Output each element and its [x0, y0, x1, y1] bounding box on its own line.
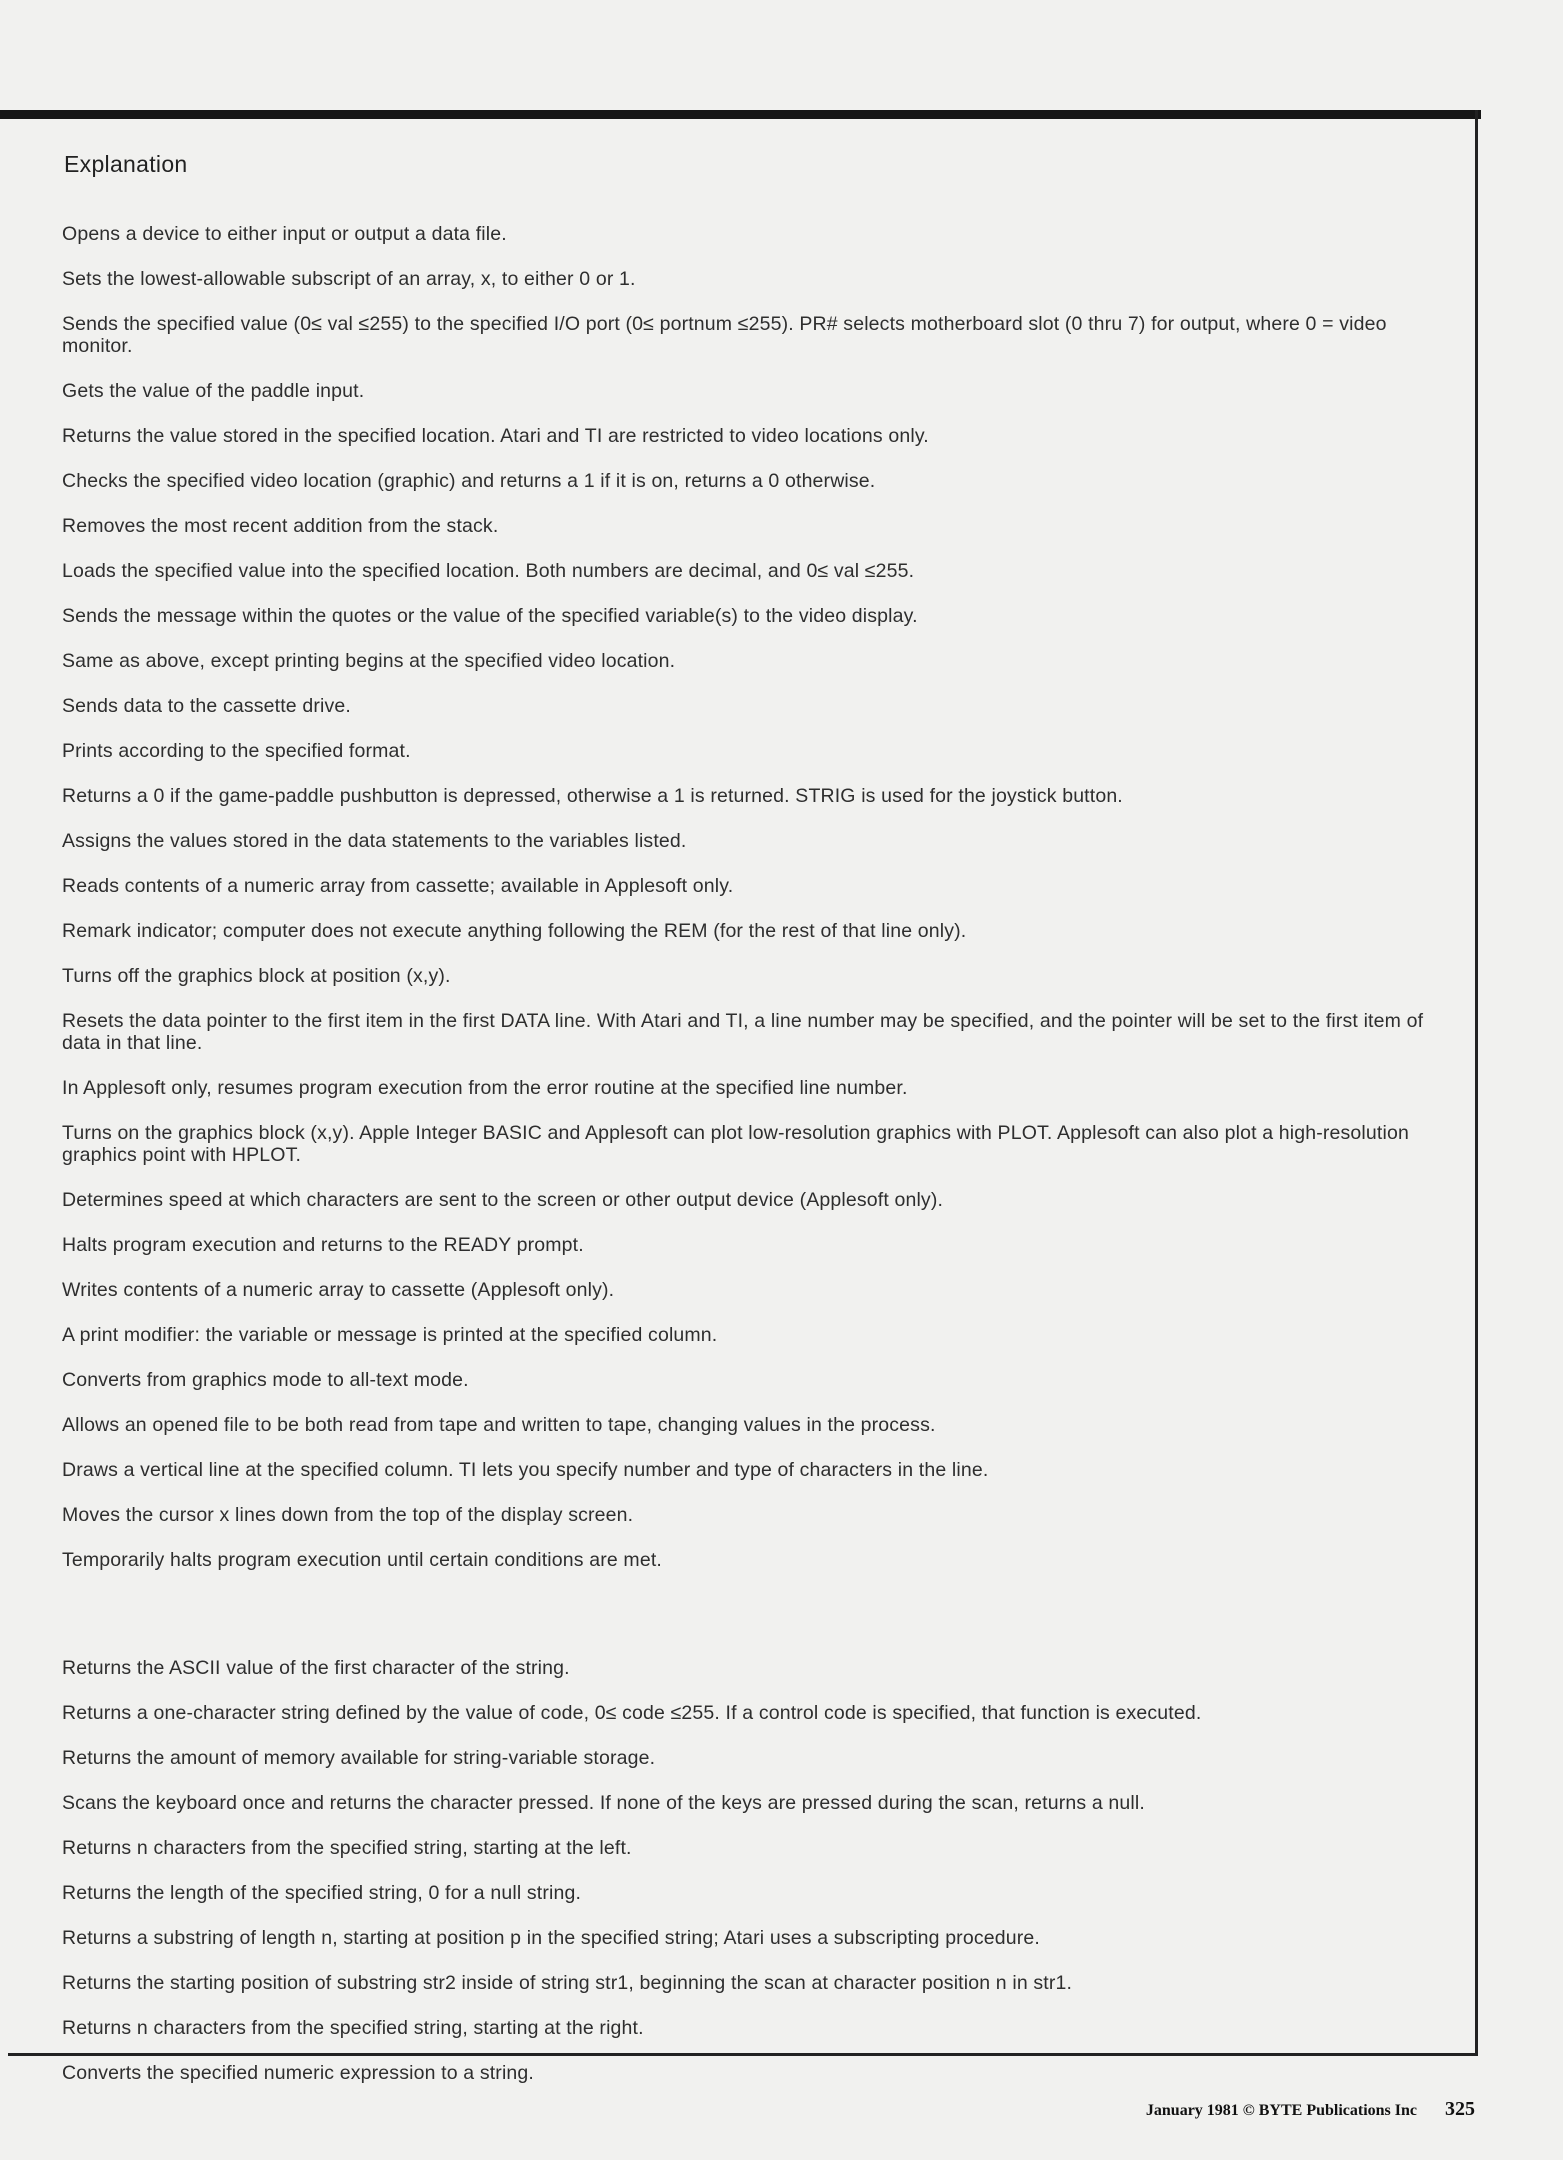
explanation-row: Reads contents of a numeric array from cassette; available in Applesoft only. — [62, 875, 734, 897]
explanation-row: Converts from graphics mode to all-text mode. — [62, 1369, 469, 1391]
explanation-row: Removes the most recent addition from the stack. — [62, 515, 499, 537]
explanation-row: Turns off the graphics block at position (x,y). — [62, 965, 451, 987]
string-function-row: Returns the length of the specified string, 0 for a null string. — [62, 1882, 582, 1904]
explanation-row: Writes contents of a numeric array to cassette (Applesoft only). — [62, 1279, 615, 1301]
string-function-row: Returns the starting position of substring str2 inside of string str1, beginning the scan at character position n in str1. — [62, 1972, 1073, 1994]
explanation-row: Returns a 0 if the game-paddle pushbutton is depressed, otherwise a 1 is returned. STRIG is used for the joystick button. — [62, 785, 1123, 807]
explanation-row: Moves the cursor x lines down from the top of the display screen. — [62, 1504, 634, 1526]
explanation-row: Opens a device to either input or output a data file. — [62, 223, 507, 245]
explanation-row: Sets the lowest-allowable subscript of an array, x, to either 0 or 1. — [62, 268, 636, 290]
explanation-row: Sends the specified value (0≤ val ≤255) to the specified I/O port (0≤ portnum ≤255). PR# selects motherboard slot (0 thru 7) for output, where 0 = video monitor. — [62, 313, 1387, 357]
explanation-row: Sends the message within the quotes or the value of the specified variable(s) to the video display. — [62, 605, 918, 627]
explanation-row: Assigns the values stored in the data statements to the variables listed. — [62, 830, 687, 852]
column-heading: Explanation — [64, 151, 188, 177]
string-function-row: Returns n characters from the specified string, starting at the right. — [62, 2017, 644, 2039]
section-gap — [62, 1594, 1452, 1657]
explanation-row: Allows an opened file to be both read from tape and written to tape, changing values in the process. — [62, 1414, 936, 1436]
explanation-row: Determines speed at which characters are sent to the screen or other output device (Applesoft only). — [62, 1189, 944, 1211]
explanation-row: Draws a vertical line at the specified column. TI lets you specify number and type of characters in the line. — [62, 1459, 989, 1481]
top-rule — [0, 110, 1481, 119]
explanation-row: Gets the value of the paddle input. — [62, 380, 365, 402]
string-function-row: Returns the amount of memory available for string-variable storage. — [62, 1747, 656, 1769]
page-footer — [1146, 2098, 1475, 2121]
explanation-row: Checks the specified video location (graphic) and returns a 1 if it is on, returns a 0 otherwise. — [62, 470, 876, 492]
explanation-row: Loads the specified value into the specified location. Both numbers are decimal, and 0≤ val ≤255. — [62, 560, 915, 582]
explanation-row: Same as above, except printing begins at the specified video location. — [62, 650, 676, 672]
explanation-row: Returns the value stored in the specified location. Atari and TI are restricted to video locations only. — [62, 425, 929, 447]
explanation-list — [62, 223, 1452, 2107]
explanation-row: Halts program execution and returns to the READY prompt. — [62, 1234, 584, 1256]
explanation-row: Turns on the graphics block (x,y). Apple Integer BASIC and Applesoft can plot low-resolution graphics with PLOT. Applesoft can also plot a high-resolution graphics point with HPLOT. — [62, 1122, 1409, 1166]
explanation-row: Remark indicator; computer does not execute anything following the REM (for the rest of that line only). — [62, 920, 967, 942]
publication-credit: January 1981 © BYTE Publications Inc — [1145, 2102, 1417, 2119]
explanation-row: Resets the data pointer to the first item in the first DATA line. With Atari and TI, a line number may be specified, and the pointer will be set to the first item of data in that line. — [62, 1010, 1424, 1054]
string-function-row: Returns the ASCII value of the first character of the string. — [62, 1657, 570, 1679]
explanation-row: A print modifier: the variable or message is printed at the specified column. — [62, 1324, 718, 1346]
page-number: 325 — [1445, 2098, 1475, 2120]
string-function-row: Converts the specified numeric expression to a string. — [62, 2062, 534, 2084]
explanation-row: Sends data to the cassette drive. — [62, 695, 351, 717]
right-rule — [1475, 110, 1478, 2056]
string-function-row: Returns n characters from the specified string, starting at the left. — [62, 1837, 632, 1859]
string-function-row: Returns a one-character string defined by the value of code, 0≤ code ≤255. If a control code is specified, that function is executed. — [62, 1702, 1202, 1724]
string-function-row: Returns a substring of length n, starting at position p in the specified string; Atari uses a subscripting procedure. — [62, 1927, 1040, 1949]
explanation-row: Temporarily halts program execution until certain conditions are met. — [62, 1549, 662, 1571]
explanation-row: Prints according to the specified format. — [62, 740, 411, 762]
explanation-row: In Applesoft only, resumes program execution from the error routine at the specified line number. — [62, 1077, 908, 1099]
string-function-row: Scans the keyboard once and returns the character pressed. If none of the keys are pressed during the scan, returns a null. — [62, 1792, 1145, 1814]
